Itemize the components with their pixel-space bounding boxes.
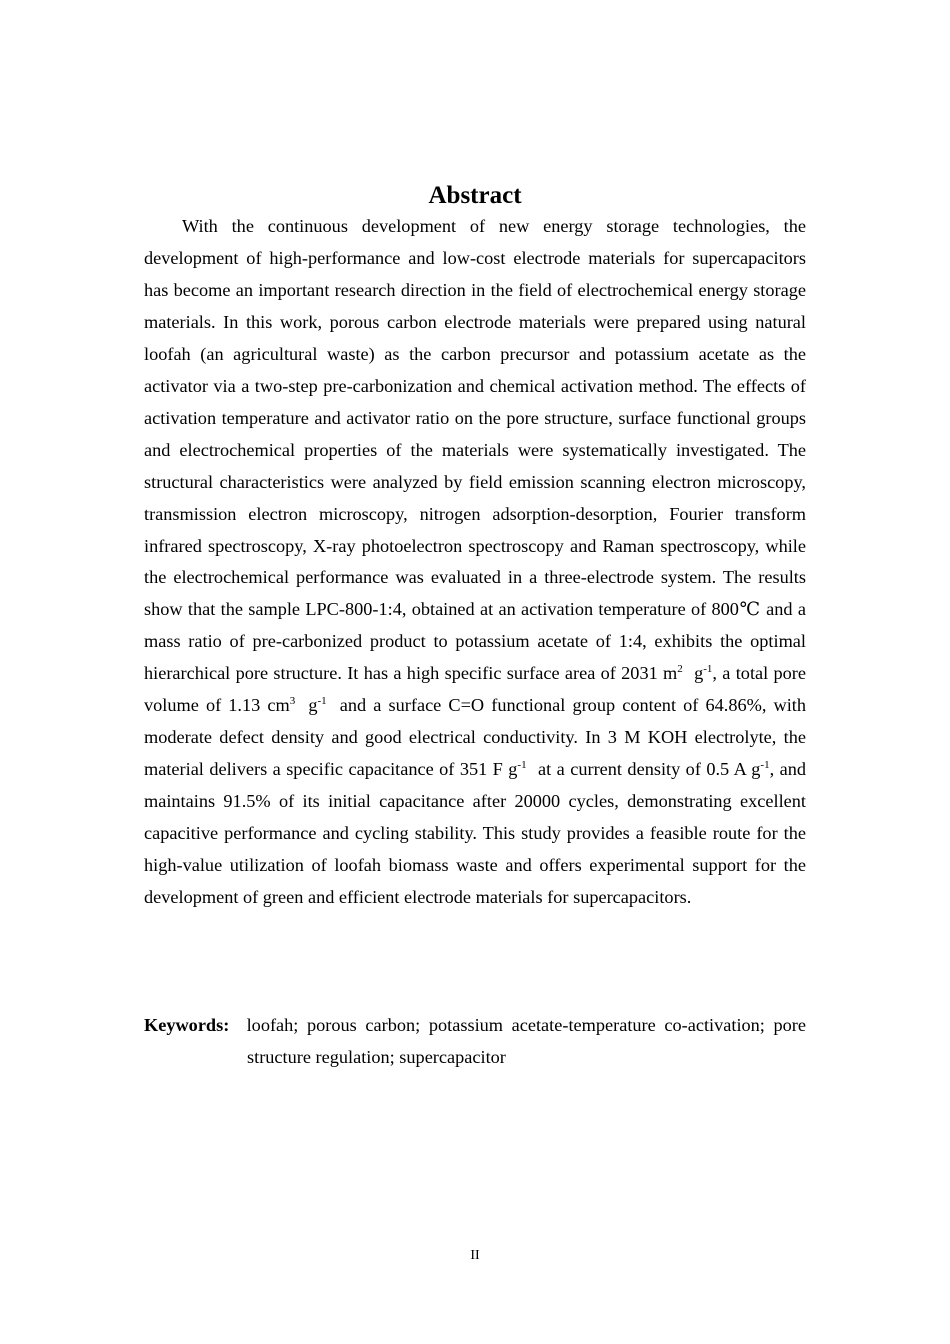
page-number: II	[470, 1248, 480, 1263]
superscript-minus-1: -1	[703, 663, 713, 676]
keywords	[144, 1009, 806, 1073]
abstract-text-1: With the continuous development of new energy storage technologies, the development of high-performance and low-cost electrode materials for supercapacitors has become an important research direction in the field of electrochemical energy storage materials. In this work, porous carbon electrode materials were prepared using natural loofah (an agricultural waste) as the carbon precursor and potassium acetate as the activator via a two-step pre-carbonization and chemical activation method. The effects of activation temperature and activator ratio on the pore structure, surface functional groups and electrochemical properties of the materials were systematically investigated. The structural characteristics were analyzed by field emission scanning electron microscopy, transmission electron microscopy, nitrogen adsorption-desorption, Fourier transform infrared spectroscopy, X-ray photoelectron spectroscopy and Raman spectroscopy, while the electrochemical performance was evaluated in a three-electrode system. The results show that the sample LPC-800-1:4, obtained at an activation temperature of 800℃ and a mass ratio of pre-carbonized product to potassium acetate of 1:4, exhibits the optimal hierarchical pore structure. It has a high specific surface area of 2031 m	[144, 216, 806, 684]
abstract-text-4: g	[308, 695, 318, 716]
superscript-minus-1: -1	[760, 759, 770, 772]
page-title: Abstract	[428, 182, 522, 209]
keywords-label: Keywords:	[144, 1015, 230, 1035]
abstract-text-3: , a total pore volume of 1.13 cm	[144, 663, 807, 716]
abstract-paragraph	[144, 211, 806, 914]
superscript-3: 3	[289, 695, 296, 708]
superscript-minus-1: -1	[317, 695, 327, 708]
abstract-text-7: , and maintains 91.5% of its initial capacitance after 20000 cycles, demonstrating excellent capacitive performance and cycling stability. This study provides a feasible route for the high-value utilization of loofah biomass waste and offers experimental support for the development of green and efficient electrode materials for supercapacitors.	[144, 759, 806, 908]
keywords-text: loofah; porous carbon; potassium acetate-temperature co-activation; pore structure regulation; supercapacitor	[246, 1015, 807, 1067]
abstract-text-6: at a current density of 0.5 A g	[538, 759, 761, 780]
abstract-text-5: and a surface C=O functional group content of 64.86%, with moderate defect density and good electrical conductivity. In 3 M KOH electrolyte, the material delivers a specific capacitance of 351 F g	[144, 695, 807, 780]
superscript-2: 2	[677, 663, 683, 676]
abstract-text-2: g	[694, 663, 704, 684]
superscript-minus-1: -1	[517, 759, 527, 772]
